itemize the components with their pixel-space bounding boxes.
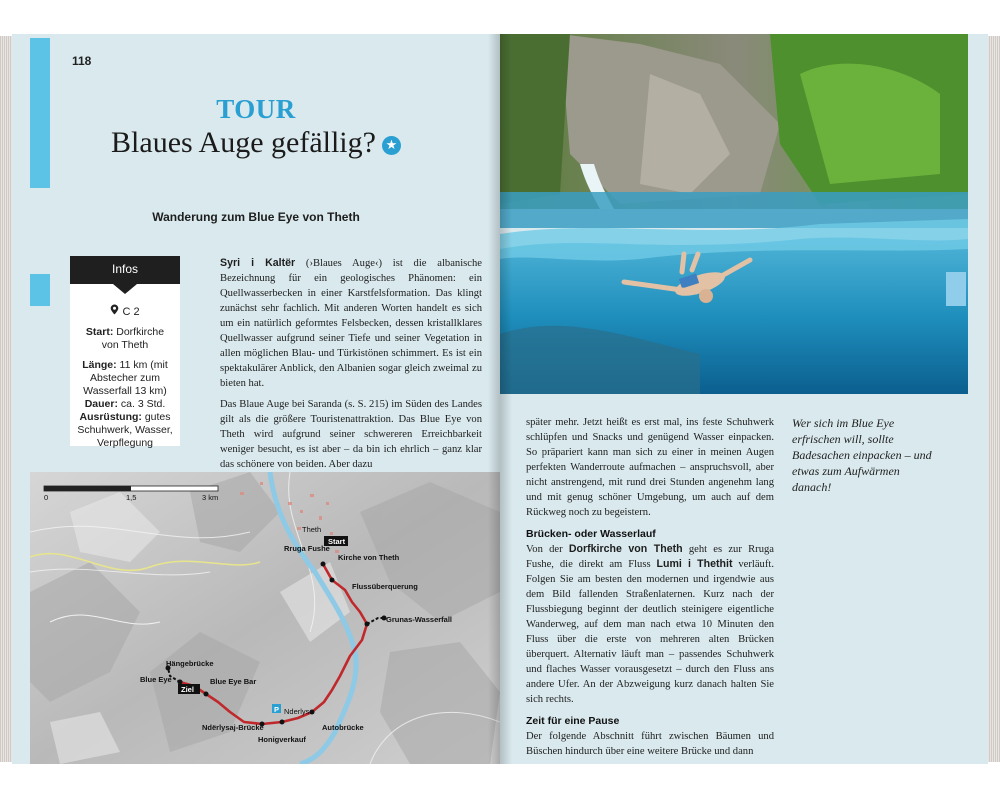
map-label-grunas: Grunas-Wasserfall [386, 615, 452, 624]
section-heading-1: Brücken- oder Wasserlauf [526, 528, 656, 540]
info-start: Start: Dorfkirche von Theth [85, 326, 165, 351]
paragraph-5: Der folgende Abschnitt führt zwischen Bäumen und Büschen hindurch über eine weitere Brücke und dann [526, 731, 774, 757]
svg-text:1,5: 1,5 [126, 493, 137, 502]
chapter-tab-small [30, 274, 50, 306]
star-icon: ★ [382, 136, 401, 155]
location-pin-icon [110, 306, 122, 318]
pull-quote: Wer sich im Blue Eye erfrischen will, sollte Badesachen einpacken – und etwas zum Aufwärmen danach! [792, 416, 932, 494]
map-label-nderlysaj-brucke: Ndërlysaj-Brücke [202, 723, 264, 732]
tour-label: TOUR [216, 94, 296, 124]
body-text-left [220, 256, 482, 478]
body-text-right [526, 415, 774, 764]
title-text: Blaues Auge gefällig? [111, 126, 376, 159]
section-heading-2: Zeit für eine Pause [526, 715, 620, 727]
svg-text:3 km: 3 km [202, 493, 219, 502]
info-details: Länge: 11 km (mit Abstecher zum Wasserfall 13 km) Dauer: ca. 3 Std. Ausrüstung: gutes Schuhwerk, Wasser, Verpflegung [77, 359, 173, 449]
book-gutter [488, 34, 512, 764]
paragraph-1: Syri i Kaltër (›Blaues Auge‹) ist die albanische Bezeichnung für ein geologisches Phänomen: ein Quellwasserbecken in einer Karstfelsformation. Das klingt zunächst sehr fachlich. Mit anderen Worten handelt es sich um ein natürlich geformtes Felsbecken, dessen kristallklares Quellwasser aufgrund seiner Tiefe und seiner Vegetation in allen möglichen Blau- und Türkistönen schimmert. Es ist ein spektakulärer Anblick, den Albanien sogar gleich zweimal zu bieten hat. [220, 257, 482, 389]
left-page [12, 34, 500, 764]
map-label-theth: Theth [302, 525, 322, 534]
svg-text:0: 0 [44, 493, 49, 502]
map-label-blue-eye-bar: Blue Eye Bar [210, 677, 257, 686]
paragraph-4: Von der Dorfkirche von Theth geht es zur Rruga Fushe, die direkt am Fluss Lumi i Thethit verläuft. Folgen Sie am besten den modernen und irgendwie aus dem Bild fallenden Straßenlaternen. Kurz nach der Flussbiegung beginnt der deutlich steinigere eigentliche Wanderweg, auf dem man nach etwa 10 Minuten den Fluss über die erste von mehreren alten Brücken überquert. Alternativ läuft man – passendes Schuhwerk und flaches Wasser vorausgesetzt – durch den Fluss ans andere Ufer. An der Abzweigung kurz danach halten Sie sich rechts. [526, 543, 775, 705]
map-label-hangebrucke: Hängebrücke [166, 659, 214, 668]
page-title [12, 126, 500, 160]
chapter-tab-right [946, 272, 966, 306]
page-edge-left [0, 36, 12, 762]
page-number: 118 [72, 54, 92, 68]
blue-eye-photo [500, 34, 968, 394]
map-label-kirche: Kirche von Theth [338, 553, 400, 562]
right-page [500, 34, 988, 764]
info-box [70, 256, 180, 449]
grid-reference [70, 304, 180, 318]
map-label-flussuberquerung: Flussüberquerung [352, 582, 418, 591]
tour-subtitle: Wanderung zum Blue Eye von Theth [152, 210, 360, 224]
info-box-body [70, 326, 180, 450]
svg-text:P: P [274, 705, 280, 714]
route-map [30, 472, 500, 764]
page-edge-right [988, 36, 1000, 762]
map-label-rruga-fushe: Rruga Fushe [284, 544, 330, 553]
info-box-heading: Infos [70, 256, 180, 284]
map-label-start: Start [328, 537, 346, 546]
map-label-honigverkauf: Honigverkauf [258, 735, 306, 744]
paragraph-3: später mehr. Jetzt heißt es erst mal, ins feste Schuhwerk schlüpfen und Snacks und genügend Wasser einpacken. So präpariert kann man sich zu einer in meinen Augen perfekten Wanderroute aufmachen – anspruchsvoll, aber nicht anstrengend, mit rund drei Stunden angenehm lang und mit genug schöner Umgebung, um auch auf dem Rückweg noch zu begeistern. [526, 417, 774, 518]
grid-reference-text: C 2 [122, 306, 140, 318]
map-label-nderlysa: Nderlysa [284, 707, 314, 716]
map-label-ziel: Ziel [181, 685, 194, 694]
map-label-autobrucke: Autobrücke [322, 723, 364, 732]
paragraph-2: Das Blaue Auge bei Saranda (s. S. 215) im Süden des Landes gilt als die größere Touristenattraktion. Das Blue Eye von Theth wird aufgrund seiner schwereren Erreichbarkeit weniger besucht, es ist aber – da bin ich ehrlich – ganz klar das schönere von beiden. Aber dazu [220, 399, 482, 470]
map-label-blue-eye: Blue Eye [140, 675, 172, 684]
